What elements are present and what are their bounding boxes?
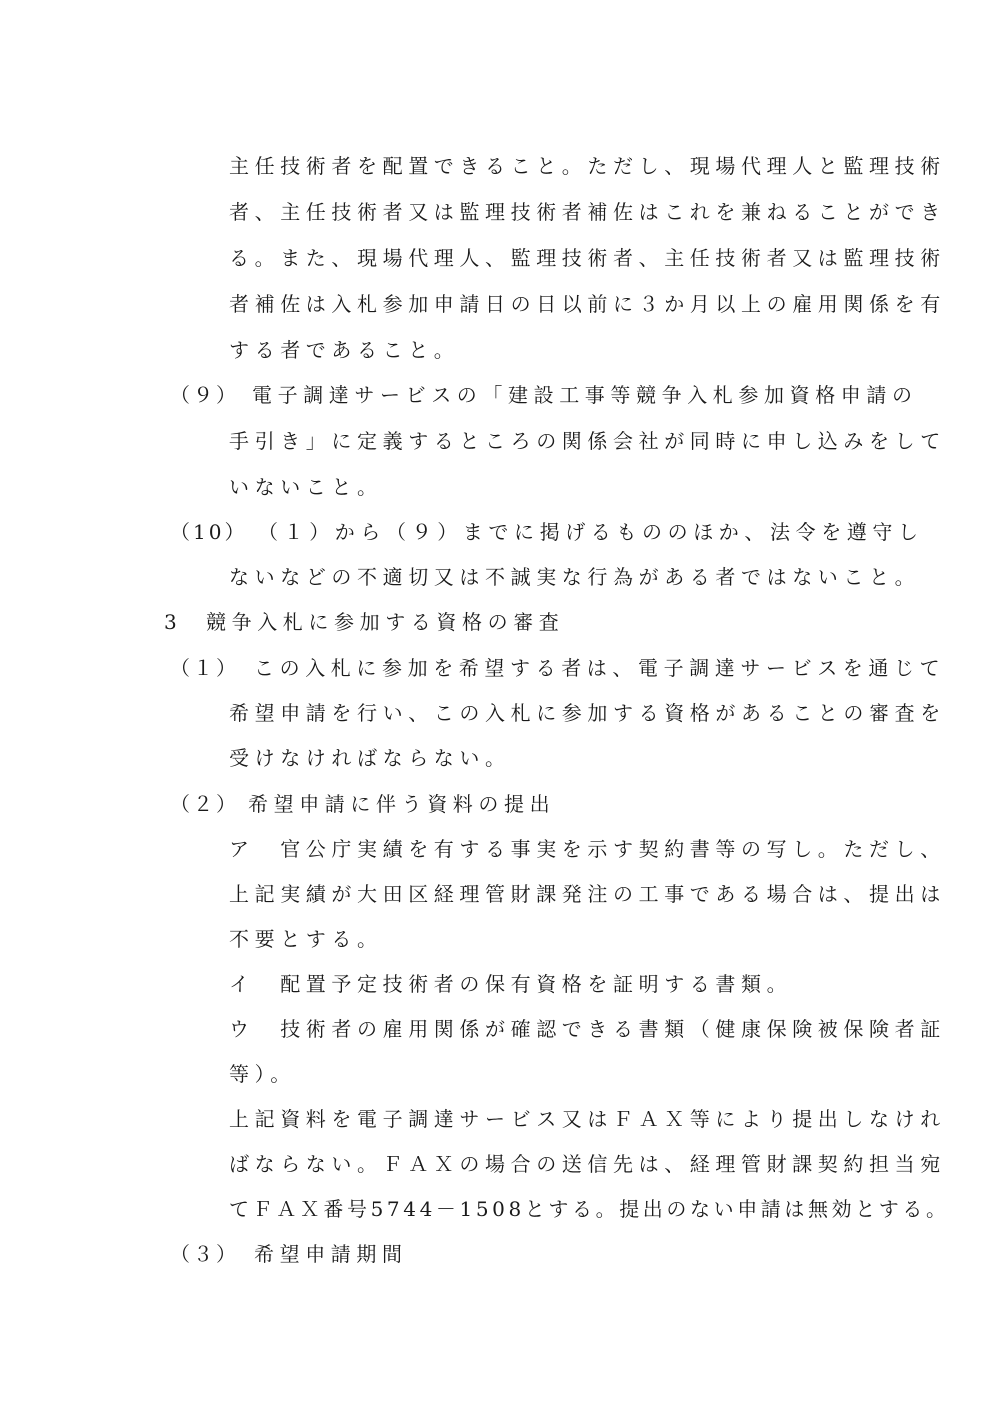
body-line: 上記実績が大田区経理管財課発注の工事である場合は、提出は — [229, 882, 946, 906]
body-line: 電子調達サービスの「建設工事等競争入札参加資格申請の — [252, 383, 918, 407]
body-line: する者であること。 — [229, 338, 460, 362]
section-heading: 競争入札に参加する資格の審査 — [206, 610, 565, 634]
body-line: 不要とする。 — [229, 927, 383, 951]
item-number-10: （10） — [170, 520, 248, 544]
body-line: イ 配置予定技術者の保有資格を証明する書類。 — [229, 972, 793, 996]
body-line: この入札に参加を希望する者は、電子調達サービスを通じて — [254, 656, 946, 680]
item-number-9: （９） — [170, 383, 239, 407]
body-line: てＦＡＸ番号5744－1508とする。提出のない申請は無効とする。 — [229, 1197, 950, 1221]
subsection-heading: 希望申請期間 — [254, 1242, 408, 1266]
body-line: ばならない。ＦＡＸの場合の送信先は、経理管財課契約担当宛 — [229, 1152, 946, 1176]
body-line: ア 官公庁実績を有する事実を示す契約書等の写し。ただし、 — [229, 837, 946, 861]
body-line: る。また、現場代理人、監理技術者、主任技術者又は監理技術 — [229, 246, 946, 270]
body-line: 上記資料を電子調達サービス又はＦＡＸ等により提出しなけれ — [229, 1107, 946, 1131]
body-line: いないこと。 — [229, 475, 383, 499]
body-line: 者、主任技術者又は監理技術者補佐はこれを兼ねることができ — [229, 200, 946, 224]
section-number-3: 3 — [164, 610, 180, 634]
item-number-3: （３） — [170, 1242, 239, 1266]
body-line: ないなどの不適切又は不誠実な行為がある者ではないこと。 — [229, 565, 921, 589]
body-line: 等）。 — [229, 1062, 296, 1086]
body-line: ウ 技術者の雇用関係が確認できる書類（健康保険被保険者証 — [229, 1017, 946, 1041]
body-line: 希望申請を行い、この入札に参加する資格があることの審査を — [229, 701, 946, 725]
subsection-heading: 希望申請に伴う資料の提出 — [248, 792, 556, 816]
body-line: 手引き」に定義するところの関係会社が同時に申し込みをして — [229, 429, 946, 453]
item-number-1: （１） — [170, 656, 239, 680]
item-number-2: （２） — [170, 792, 239, 816]
body-line: 者補佐は入札参加申請日の日以前に３か月以上の雇用関係を有 — [229, 292, 946, 316]
body-line: 主任技術者を配置できること。ただし、現場代理人と監理技術 — [229, 154, 946, 178]
body-line: （１）から（９）までに掲げるもののほか、法令を遵守し — [258, 520, 924, 544]
body-line: 受けなければならない。 — [229, 746, 511, 770]
